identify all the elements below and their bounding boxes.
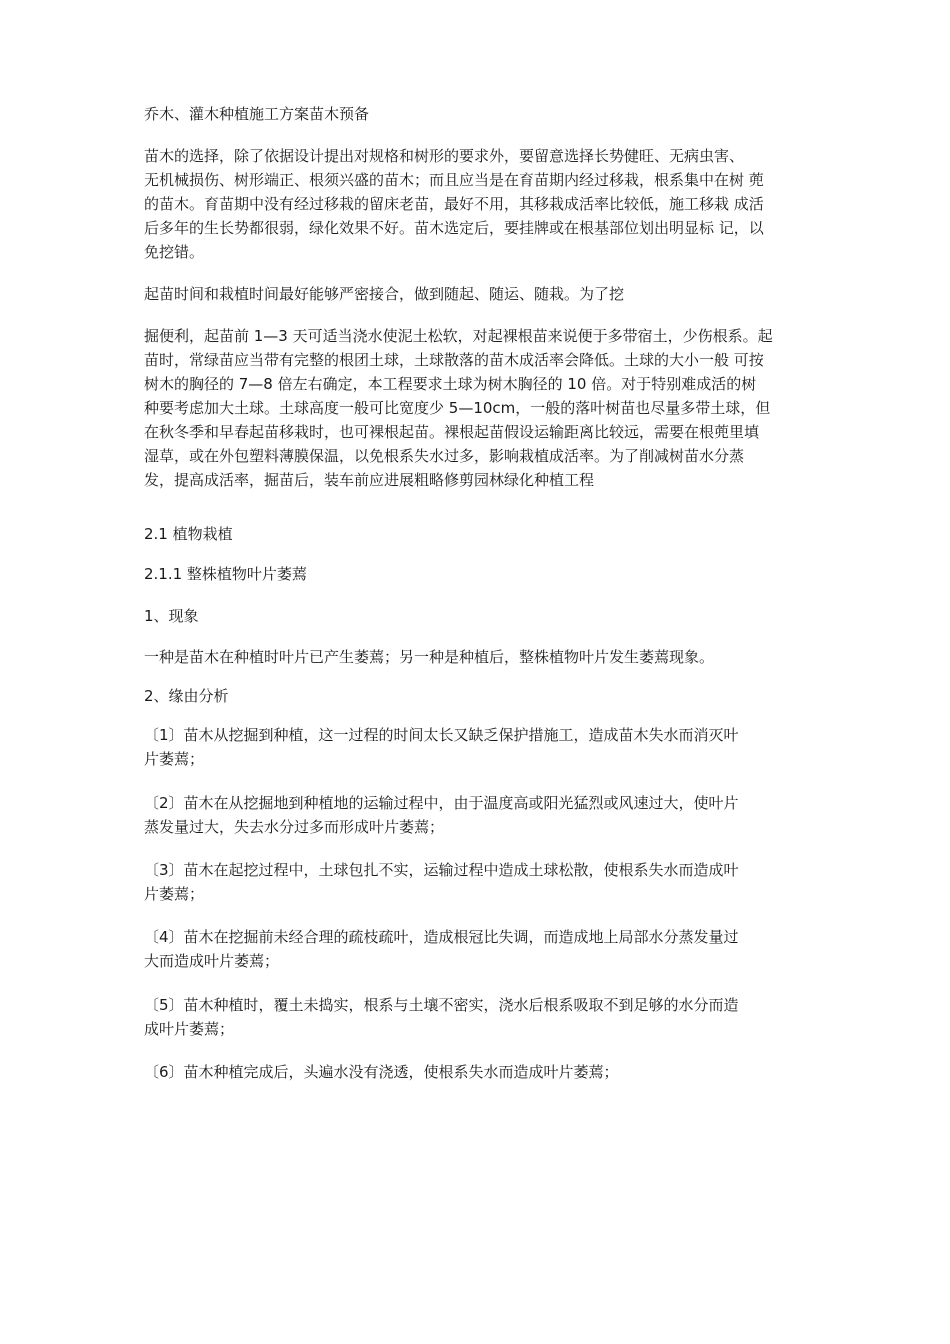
text-line: 片萎蔫； bbox=[144, 885, 205, 903]
text-line: 的苗木。育苗期中没有经过移栽的留床老苗，最好不用，其移栽成活率比较低，施工移栽 成活 bbox=[144, 195, 764, 213]
cause-item-3 bbox=[144, 858, 808, 906]
paragraph-phenomenon bbox=[144, 645, 714, 669]
heading-2-1-1 bbox=[144, 562, 307, 586]
text-line: 一种是苗木在种植时叶片已产生萎蔫；另一种是种植后，整株植物叶片发生萎蔫现象。 bbox=[144, 648, 715, 666]
paragraph-soil-ball bbox=[144, 324, 808, 492]
text-line: 〔4〕苗木在挖掘前未经合理的疏枝疏叶，造成根冠比失调，而造成地上局部水分蒸发量过 bbox=[144, 928, 739, 946]
text-line: 发，提高成活率，掘苗后，装车前应进展粗略修剪园林绿化种植工程 bbox=[144, 471, 595, 489]
document-title bbox=[144, 102, 369, 126]
text-line: 苗木的选择，除了依据设计提出对规格和树形的要求外，要留意选择长势健旺、无病虫害、 bbox=[144, 147, 745, 165]
text-line: 苗时，常绿苗应当带有完整的根团土球，土球散落的苗木成活率会降低。土球的大小一般 可按 bbox=[144, 351, 764, 369]
text-line: 起苗时间和栽植时间最好能够严密接合，做到随起、随运、随栽。为了挖 bbox=[144, 285, 625, 303]
text-line: 种要考虑加大土球。土球高度一般可比宽度少 5—10cm，一般的落叶树苗也尽量多带土球，但 bbox=[144, 399, 771, 417]
text-line: 后多年的生长势都很弱，绿化效果不好。苗木选定后，要挂牌或在根基部位划出明显标 记，以 bbox=[144, 219, 764, 237]
text-line: 〔6〕苗木种植完成后，头遍水没有浇透，使根系失水而造成叶片萎蔫； bbox=[144, 1063, 619, 1081]
title-line: 乔木、灌木种植施工方案苗木预备 bbox=[144, 105, 370, 123]
text-line: 片萎蔫； bbox=[144, 750, 205, 768]
heading-cause-analysis bbox=[144, 684, 229, 708]
heading-text: 2.1 植物栽植 bbox=[144, 525, 233, 543]
text-line: 成叶片萎蔫； bbox=[144, 1020, 235, 1038]
heading-text: 1、现象 bbox=[144, 607, 199, 625]
cause-item-6 bbox=[144, 1060, 808, 1084]
text-line: 无机械损伤、树形端正、根须兴盛的苗木；而且应当是在育苗期内经过移栽，根系集中在树 蔸 bbox=[144, 171, 764, 189]
cause-item-1 bbox=[144, 723, 808, 771]
text-line: 蒸发量过大，失去水分过多而形成叶片萎蔫； bbox=[144, 818, 445, 836]
cause-item-5 bbox=[144, 993, 808, 1041]
text-line: 大而造成叶片萎蔫； bbox=[144, 952, 280, 970]
text-line: 〔1〕苗木从挖掘到种植，这一过程的时间太长又缺乏保护措施工，造成苗木失水而消灭叶 bbox=[144, 726, 739, 744]
heading-text: 2、缘由分析 bbox=[144, 687, 229, 705]
heading-text: 2.1.1 整株植物叶片萎蔫 bbox=[144, 565, 307, 583]
heading-phenomenon bbox=[144, 604, 199, 628]
text-line: 湿草，或在外包塑料薄膜保温，以免根系失水过多，影响栽植成活率。为了削减树苗水分蒸 bbox=[144, 447, 745, 465]
text-line: 免挖错。 bbox=[144, 243, 205, 261]
text-line: 在秋冬季和早春起苗移栽时，也可裸根起苗。裸根起苗假设运输距离比较远，需要在根蔸里填 bbox=[144, 423, 760, 441]
cause-item-2 bbox=[144, 791, 808, 839]
heading-2-1 bbox=[144, 522, 233, 546]
text-line: 〔5〕苗木种植时，覆土未捣实，根系与土壤不密实，浇水后根系吸取不到足够的水分而造 bbox=[144, 996, 739, 1014]
text-line: 〔2〕苗木在从挖掘地到种植地的运输过程中，由于温度高或阳光猛烈或风速过大，使叶片 bbox=[144, 794, 739, 812]
text-line: 〔3〕苗木在起挖过程中，土球包扎不实，运输过程中造成土球松散，使根系失水而造成叶 bbox=[144, 861, 739, 879]
text-line: 掘便利，起苗前 1—3 天可适当浇水使泥土松软，对起裸根苗来说便于多带宿土，少伤根系。起 bbox=[144, 327, 773, 345]
text-line: 树木的胸径的 7—8 倍左右确定，本工程要求土球为树木胸径的 10 倍。对于特别难成活的树 bbox=[144, 375, 757, 393]
paragraph-seedling-selection bbox=[144, 144, 808, 264]
cause-item-4 bbox=[144, 925, 808, 973]
paragraph-lifting-timing bbox=[144, 282, 624, 306]
